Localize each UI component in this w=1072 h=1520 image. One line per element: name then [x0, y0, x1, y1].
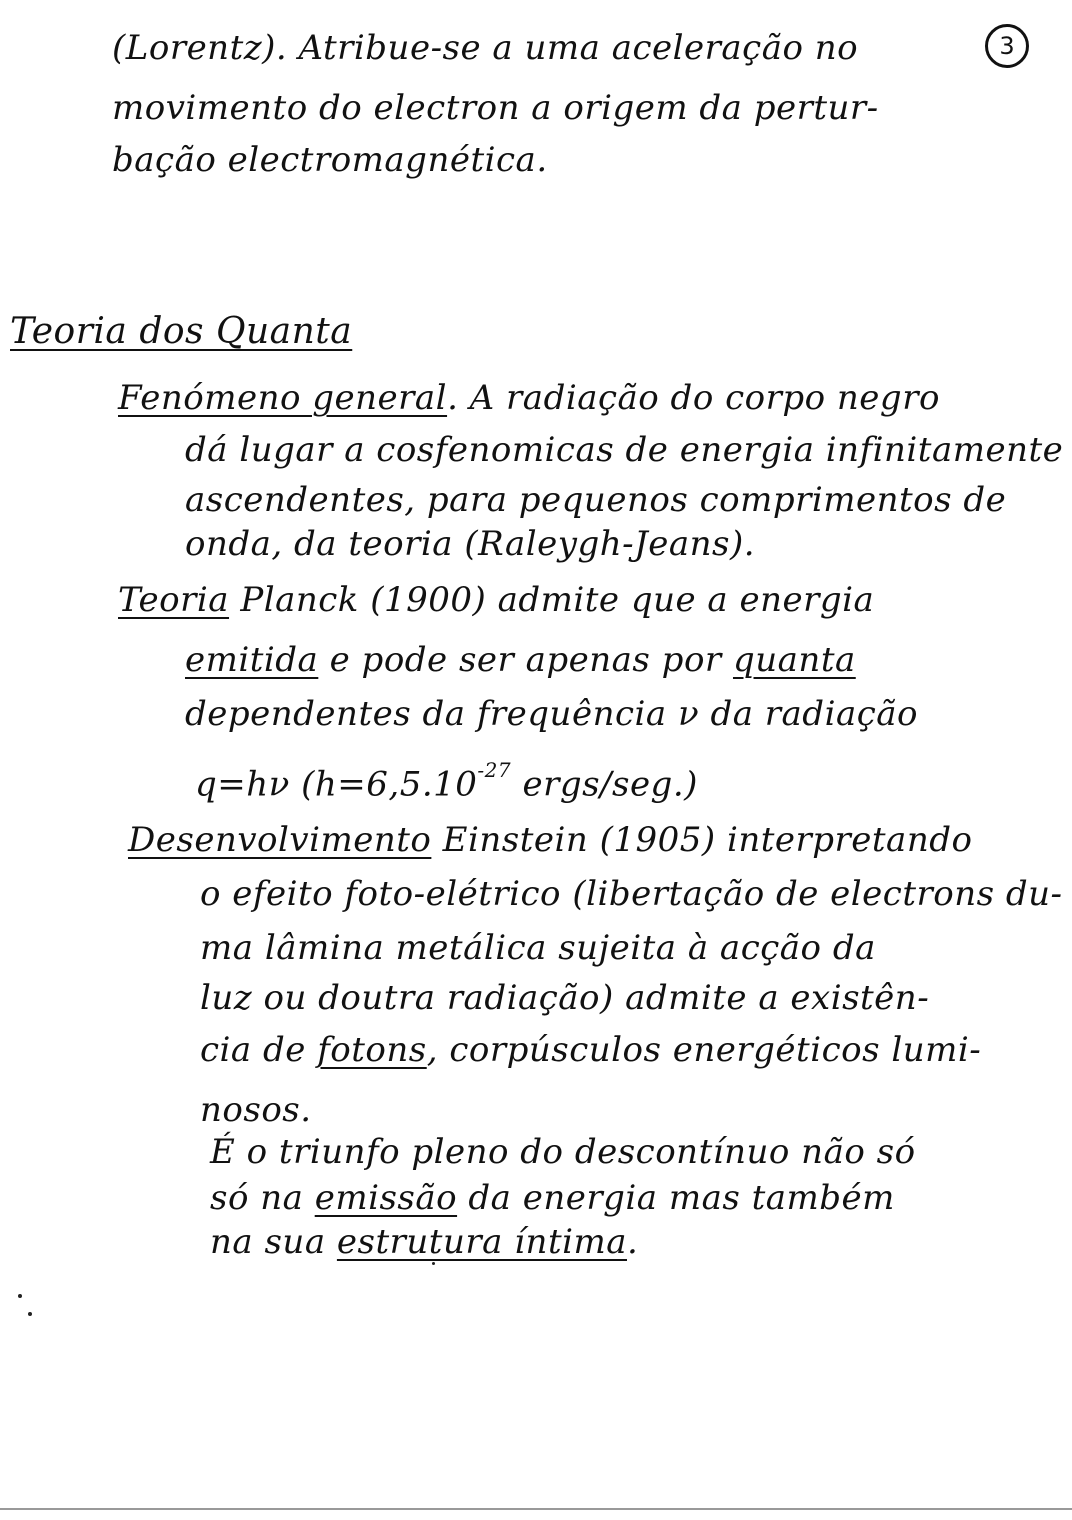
text-line: Fenómeno general. A radiação do corpo negro — [118, 378, 940, 418]
ink-speck — [28, 1312, 32, 1316]
text-line: (Lorentz). Atribue-se a uma aceleração no — [112, 28, 859, 68]
text-line: movimento do electron a origem da pertur- — [112, 88, 879, 128]
subheading-fenomeno: Fenómeno general — [118, 378, 448, 418]
text-line: onda, da teoria (Raleygh-Jeans). — [185, 524, 756, 564]
page-edge — [0, 1508, 1072, 1510]
text-line: luz ou doutra radiação) admite a existên- — [200, 978, 930, 1018]
text-line: É o triunfo pleno do descontínuo não só — [210, 1132, 916, 1172]
text-line: na sua estrutura íntima. — [210, 1222, 639, 1262]
text-line: bação electromagnética. — [112, 140, 548, 180]
text-line: Teoria Planck (1900) admite que a energia — [118, 580, 875, 620]
text-line: dá lugar a cosfenomicas de energia infinitamente — [185, 430, 1064, 470]
text-line: ascendentes, para pequenos comprimentos de — [185, 480, 1007, 520]
text-line: dependentes da frequência ν da radiação — [185, 694, 919, 734]
text-line: Desenvolvimento Einstein (1905) interpretando — [128, 820, 973, 860]
section-heading: Teoria dos Quanta — [10, 311, 353, 352]
text-line: o efeito foto-elétrico (libertação de electrons du- — [200, 874, 1063, 914]
subheading-desenvolvimento: Desenvolvimento — [128, 820, 432, 860]
subheading-teoria: Teoria — [118, 580, 230, 620]
page-number: 3 — [985, 24, 1029, 68]
text-line: só na emissão da energia mas também — [210, 1178, 895, 1218]
ink-speck — [432, 1262, 435, 1265]
text-line: nosos. — [200, 1090, 312, 1130]
text-line: cia de fotons, corpúsculos energéticos lumi- — [200, 1030, 982, 1070]
ink-speck — [18, 1294, 22, 1298]
text-line: emitida e pode ser apenas por quanta — [185, 640, 856, 680]
formula-line: q=hν ($h=6,5.10^{-27}$ ergs/seg.) — [195, 758, 698, 805]
text-line: ma lâmina metálica sujeita à acção da — [200, 928, 876, 968]
